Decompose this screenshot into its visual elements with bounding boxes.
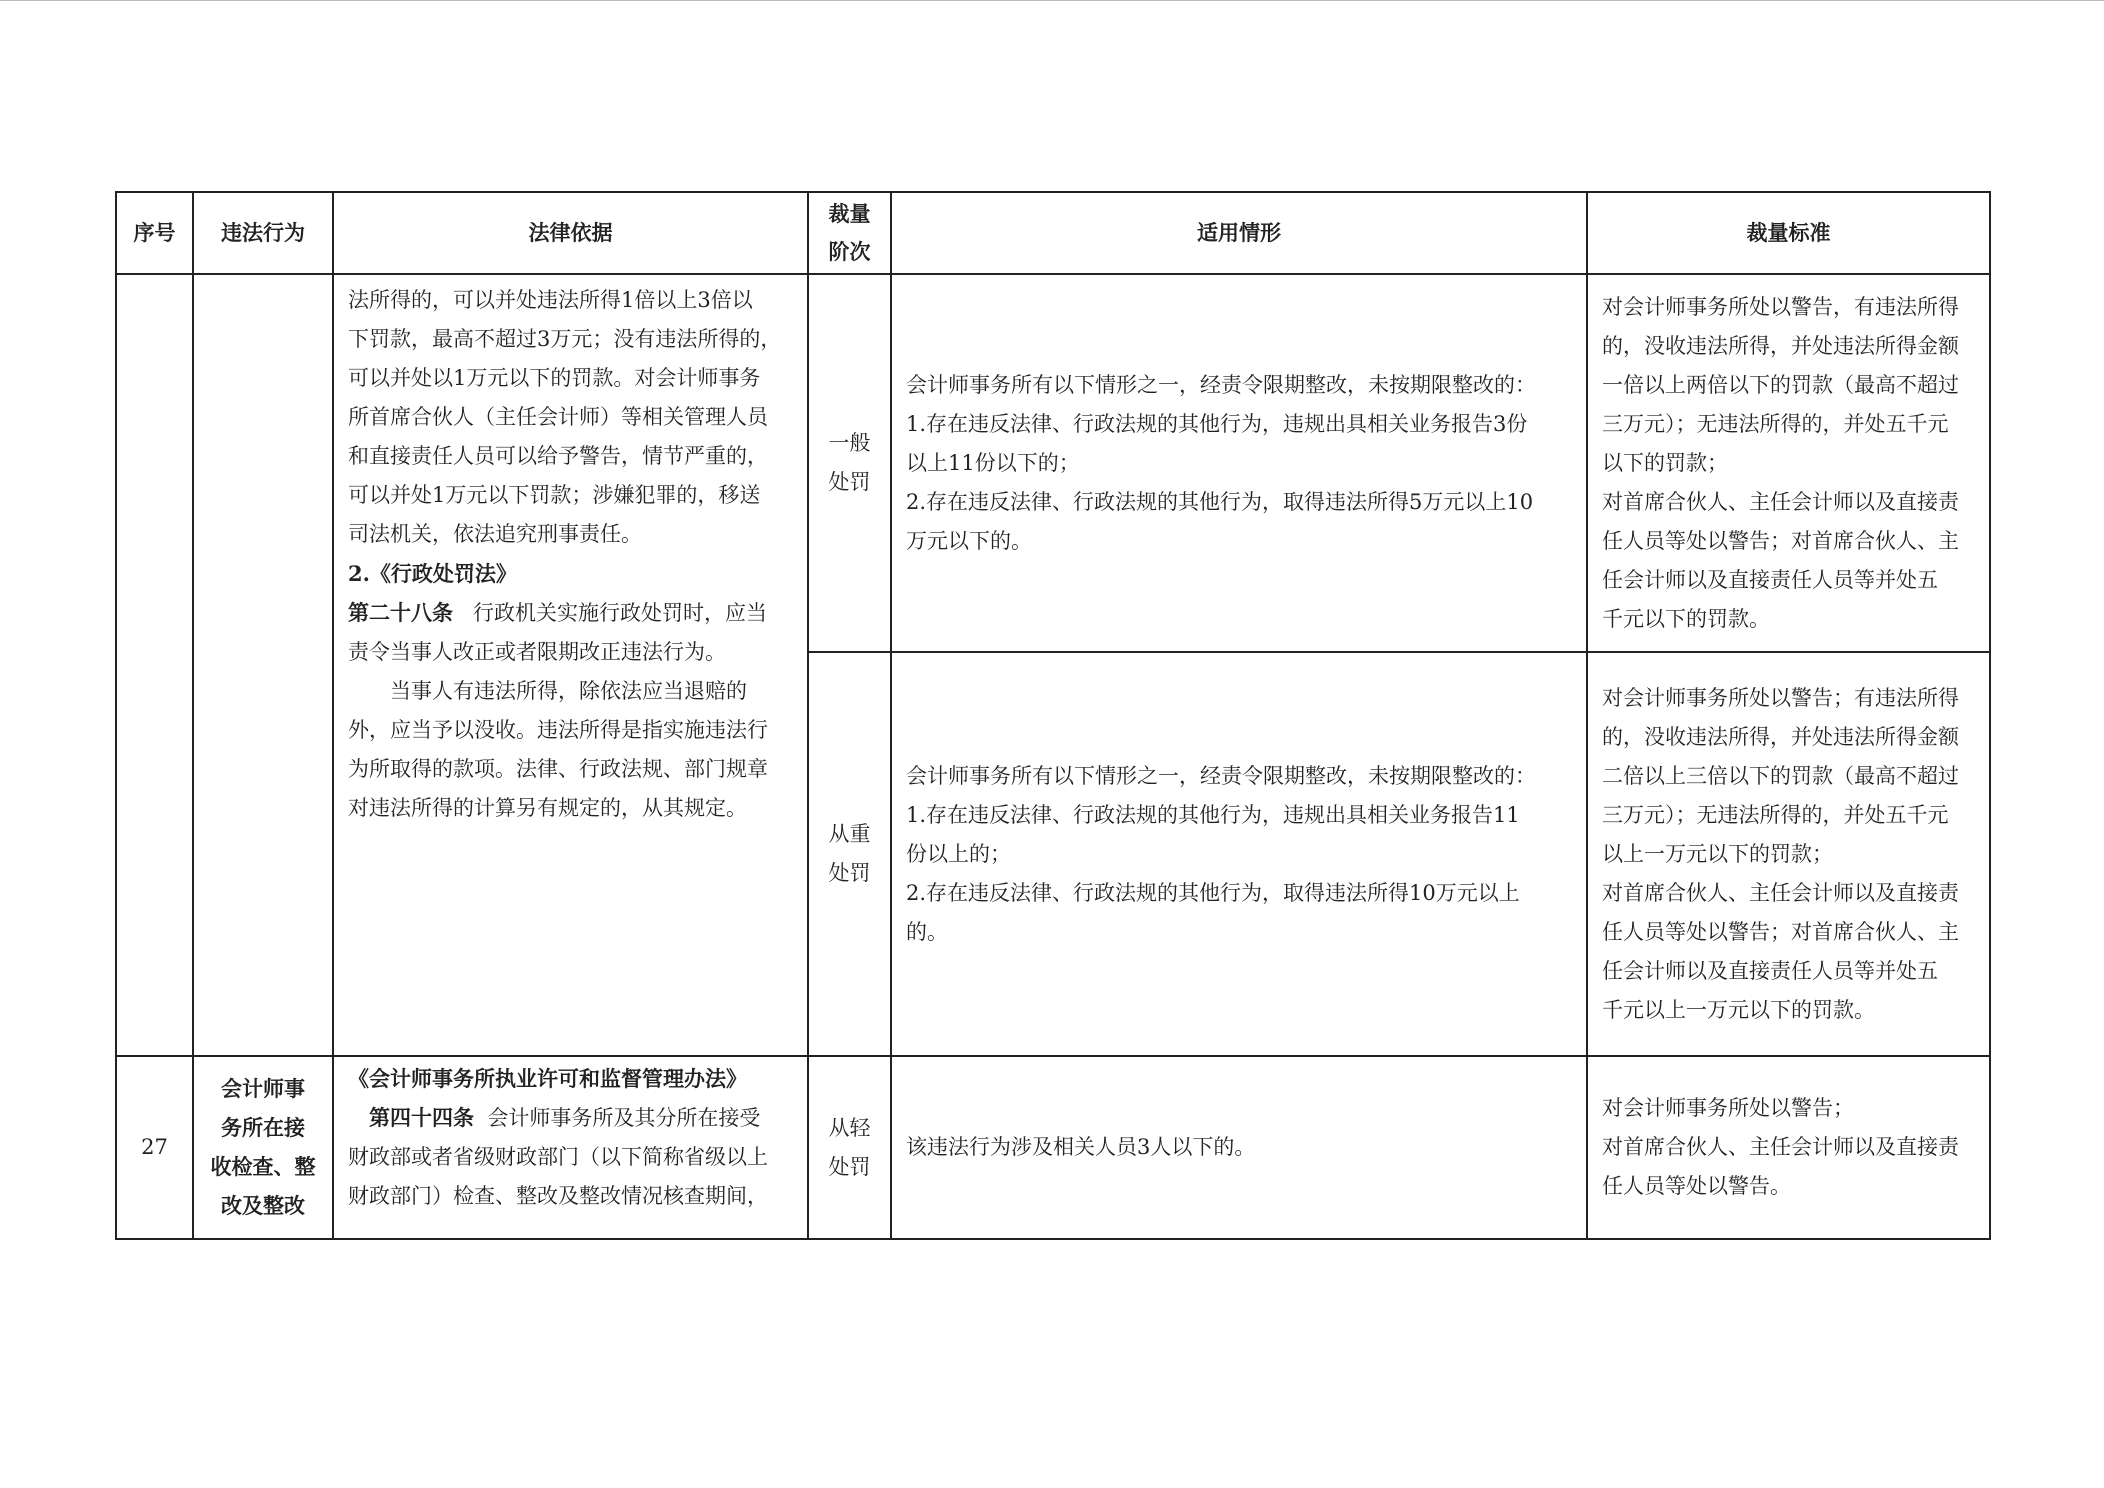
table-header-row bbox=[116, 192, 1990, 274]
page-top-border bbox=[0, 0, 2104, 1]
standard-line: 任会计师以及直接责任人员等并处五 bbox=[1602, 958, 1938, 983]
law-basis-cell bbox=[333, 274, 808, 1056]
law-line: 所首席合伙人（主任会计师）等相关管理人员 bbox=[348, 405, 768, 429]
law-article-number: 第二十八条 bbox=[348, 600, 453, 625]
table-row bbox=[116, 274, 1990, 652]
table-row bbox=[116, 1056, 1990, 1239]
situation-line: 万元以下的。 bbox=[906, 528, 1032, 553]
header-act: 违法行为 bbox=[193, 192, 333, 274]
level-text-line: 处罚 bbox=[828, 470, 871, 494]
level-text bbox=[809, 815, 890, 893]
law-line: 可以并处1万元以下罚款；涉嫌犯罪的，移送 bbox=[348, 483, 761, 507]
standard-line: 三万元）；无违法所得的，并处五千元 bbox=[1602, 802, 1949, 827]
law-line: 财政部门）检查、整改及整改情况核查期间， bbox=[348, 1184, 768, 1208]
level-text-line: 从轻 bbox=[828, 1115, 871, 1140]
level-text bbox=[809, 1109, 890, 1187]
law-line: 对违法所得的计算另有规定的，从其规定。 bbox=[348, 796, 747, 820]
law-basis-cell-27 bbox=[333, 1056, 808, 1239]
level-cell-light bbox=[808, 1056, 891, 1239]
situation-cell-general bbox=[891, 274, 1587, 652]
situation-line: 2.存在违反法律、行政法规的其他行为，取得违法所得5万元以上10 bbox=[906, 489, 1534, 514]
standard-line: 以下的罚款； bbox=[1602, 450, 1728, 475]
seq-cell-empty bbox=[116, 274, 193, 1056]
level-text-line: 一般 bbox=[828, 431, 871, 455]
header-seq: 序号 bbox=[116, 192, 193, 274]
header-standard: 裁量标准 bbox=[1587, 192, 1990, 274]
law-lines-1 bbox=[348, 281, 793, 554]
situation-line: 会计师事务所有以下情形之一，经责令限期整改，未按期限整改的： bbox=[906, 763, 1536, 788]
standard-line: 的，没收违法所得，并处违法所得金额 bbox=[1602, 724, 1959, 749]
law-line: 法所得的，可以并处违法所得1倍以上3倍以 bbox=[348, 288, 753, 312]
law-line: 可以并处以1万元以下的罚款。对会计师事务 bbox=[348, 366, 761, 390]
standard-line: 对会计师事务所处以警告； bbox=[1602, 1096, 1854, 1120]
law-article-line bbox=[348, 1098, 793, 1138]
law-line: 为所取得的款项。法律、行政法规、部门规章 bbox=[348, 757, 768, 781]
standard-line: 对会计师事务所处以警告；有违法所得 bbox=[1602, 685, 1959, 710]
standard-cell-heavy bbox=[1587, 652, 1990, 1056]
situation-line: 的。 bbox=[906, 919, 948, 944]
law-line: 财政部或者省级财政部门（以下简称省级以上 bbox=[348, 1145, 768, 1169]
situation-line: 份以上的； bbox=[906, 841, 1011, 866]
level-text-line: 处罚 bbox=[828, 861, 871, 885]
level-text-line: 从重 bbox=[828, 822, 871, 846]
law-line: 下罚款，最高不超过3万元；没有违法所得的， bbox=[348, 327, 782, 351]
level-cell-heavy bbox=[808, 652, 891, 1056]
situation-cell-heavy bbox=[891, 652, 1587, 1056]
law-line: 司法机关，依法追究刑事责任。 bbox=[348, 522, 642, 546]
standard-line: 对首席合伙人、主任会计师以及直接责 bbox=[1602, 1135, 1959, 1159]
law-line: 和直接责任人员可以给予警告，情节严重的， bbox=[348, 444, 768, 468]
law-article-line bbox=[348, 593, 793, 633]
situation-line: 以上11份以下的； bbox=[906, 450, 1080, 475]
standard-line: 任人员等处以警告；对首席合伙人、主 bbox=[1602, 528, 1959, 553]
act-line: 会计师事 bbox=[221, 1076, 305, 1101]
level-text-line: 处罚 bbox=[828, 1154, 871, 1179]
law-line: 外，应当予以没收。违法所得是指实施违法行 bbox=[348, 718, 768, 742]
act-cell bbox=[193, 1056, 333, 1239]
law-line: 责令当事人改正或者限期改正违法行为。 bbox=[348, 640, 726, 664]
standard-line: 任会计师以及直接责任人员等并处五 bbox=[1602, 567, 1938, 592]
header-level-text: 裁量 阶次 bbox=[828, 202, 871, 264]
header-situation: 适用情形 bbox=[891, 192, 1587, 274]
act-line: 收检查、整 bbox=[210, 1154, 316, 1179]
penalty-standard-table bbox=[115, 191, 1991, 1240]
standard-line: 对首席合伙人、主任会计师以及直接责 bbox=[1602, 880, 1959, 905]
standard-line: 以上一万元以下的罚款； bbox=[1602, 841, 1833, 866]
act-cell-empty bbox=[193, 274, 333, 1056]
level-cell-general bbox=[808, 274, 891, 652]
standard-line: 千元以下的罚款。 bbox=[1602, 606, 1770, 631]
seq-cell: 27 bbox=[116, 1056, 193, 1239]
law-line: 当事人有违法所得，除依法应当退赔的 bbox=[390, 679, 747, 703]
standard-line: 对会计师事务所处以警告，有违法所得 bbox=[1602, 294, 1959, 319]
standard-line: 任人员等处以警告。 bbox=[1602, 1174, 1791, 1198]
standard-line: 任人员等处以警告；对首席合伙人、主 bbox=[1602, 919, 1959, 944]
standard-cell-light bbox=[1587, 1056, 1990, 1239]
situation-line: 2.存在违反法律、行政法规的其他行为，取得违法所得10万元以上 bbox=[906, 880, 1520, 905]
situation-line: 1.存在违反法律、行政法规的其他行为，违规出具相关业务报告3份 bbox=[906, 411, 1528, 436]
law-article-text: 会计师事务所及其分所在接受 bbox=[487, 1106, 761, 1130]
standard-line: 二倍以上三倍以下的罚款（最高不超过 bbox=[1602, 763, 1959, 788]
law-article-text: 行政机关实施行政处罚时，应当 bbox=[473, 601, 768, 625]
law-article-number: 第四十四条 bbox=[369, 1105, 474, 1130]
standard-line: 对首席合伙人、主任会计师以及直接责 bbox=[1602, 489, 1959, 514]
level-text bbox=[809, 424, 890, 502]
standard-cell-general bbox=[1587, 274, 1990, 652]
standard-line: 千元以上一万元以下的罚款。 bbox=[1602, 997, 1875, 1022]
header-law: 法律依据 bbox=[333, 192, 808, 274]
act-line: 改及整改 bbox=[221, 1193, 305, 1218]
situation-cell-light: 该违法行为涉及相关人员3人以下的。 bbox=[891, 1056, 1587, 1239]
law-title: 《会计师事务所执业许可和监督管理办法》 bbox=[348, 1066, 747, 1091]
header-level bbox=[808, 192, 891, 274]
act-line: 务所在接 bbox=[221, 1115, 305, 1140]
law-title: 2.《行政处罚法》 bbox=[348, 561, 517, 586]
standard-line: 三万元）；无违法所得的，并处五千元 bbox=[1602, 411, 1949, 436]
situation-line: 会计师事务所有以下情形之一，经责令限期整改，未按期限整改的： bbox=[906, 372, 1536, 397]
standard-line: 的，没收违法所得，并处违法所得金额 bbox=[1602, 333, 1959, 358]
situation-line: 1.存在违反法律、行政法规的其他行为，违规出具相关业务报告11 bbox=[906, 802, 1520, 827]
standard-line: 一倍以上两倍以下的罚款（最高不超过 bbox=[1602, 372, 1959, 397]
